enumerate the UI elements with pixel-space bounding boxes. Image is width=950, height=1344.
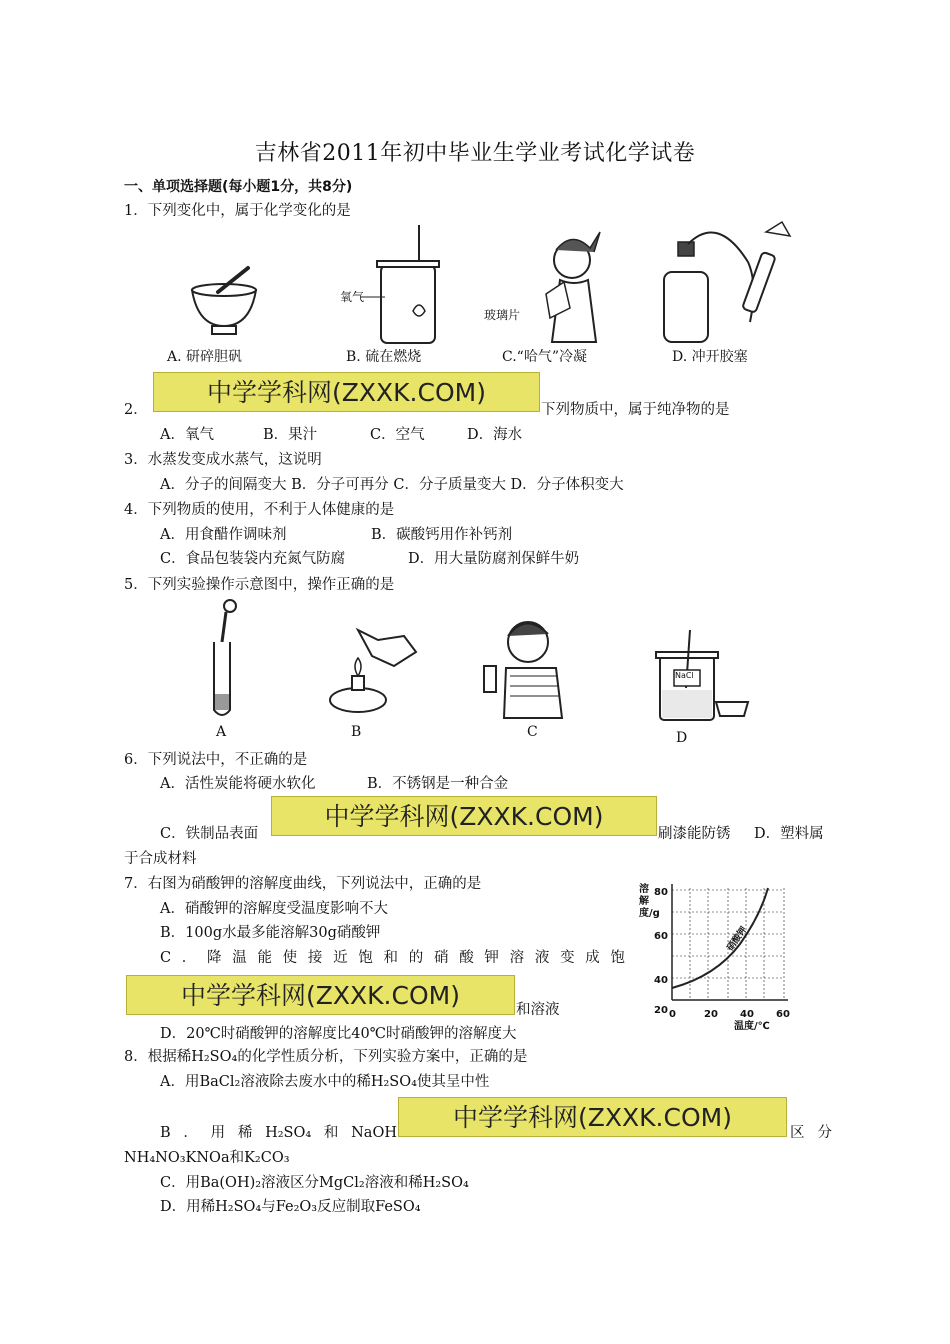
q7-option-b: B．100g水最多能溶解30g硝酸钾 bbox=[160, 925, 381, 941]
graph-y-tick: 80 bbox=[654, 887, 668, 898]
q4-option-b: B．碳酸钙用作补钙剂 bbox=[371, 527, 513, 543]
graph-x-tick: 60 bbox=[776, 1009, 790, 1020]
q7-option-c: C．降温能使接近饱和的硝酸钾溶液变成饱 bbox=[160, 950, 625, 966]
q1-caption-d: D. 冲开胶塞 bbox=[672, 349, 748, 365]
q1-caption-b: B. 硫在燃烧 bbox=[346, 349, 422, 365]
q7-option-a: A．硝酸钾的溶解度受温度影响不大 bbox=[160, 901, 388, 917]
section-heading: 一、单项选择题(每小题1分，共8分) bbox=[124, 179, 353, 195]
graph-x-label: 温度/℃ bbox=[734, 1021, 770, 1032]
q8-option-b-head: B．用稀H₂SO₄和NaOH bbox=[160, 1125, 397, 1141]
q1-caption-c: C.“哈气”冷凝 bbox=[502, 349, 587, 365]
q2-option-a: A．氧气 bbox=[160, 427, 214, 443]
graph-y-label: 溶解度/g bbox=[639, 884, 660, 919]
q2-number: 2． bbox=[124, 402, 148, 418]
boy-smelling-image bbox=[470, 612, 570, 720]
graph-y-tick: 60 bbox=[654, 931, 668, 942]
q4-stem: 4．下列物质的使用，不利于人体健康的是 bbox=[124, 502, 395, 518]
stopper-bottle-image bbox=[658, 222, 798, 352]
q5-caption-d: D bbox=[676, 730, 688, 746]
q4-option-d: D．用大量防腐剂保鲜牛奶 bbox=[408, 551, 580, 567]
q2-option-d: D．海水 bbox=[467, 427, 523, 443]
q6-option-c-head: C．铁制品表面 bbox=[160, 826, 259, 842]
graph-x-tick: 0 bbox=[669, 1009, 676, 1020]
q4-option-a: A．用食醋作调味剂 bbox=[160, 527, 287, 543]
q8-option-c: C．用Ba(OH)₂溶液区分MgCl₂溶液和稀H₂SO₄ bbox=[160, 1175, 469, 1191]
q2-option-b: B．果汁 bbox=[263, 427, 318, 443]
q4-option-c: C．食品包装袋内充氮气防腐 bbox=[160, 551, 346, 567]
q6-option-d: D．塑料属 bbox=[754, 826, 824, 842]
alcohol-lamp-image bbox=[328, 626, 424, 718]
q6-option-a: A．活性炭能将硬水软化 bbox=[160, 776, 316, 792]
q7-option-d: D．20℃时硝酸钾的溶解度比40℃时硝酸钾的溶解度大 bbox=[160, 1026, 517, 1042]
q6-wrap: 于合成材料 bbox=[124, 851, 197, 867]
q2-stem: 下列物质中，属于纯净物的是 bbox=[541, 402, 730, 418]
q5-caption-a: A bbox=[216, 724, 227, 740]
nacl-label: NaCl bbox=[675, 671, 694, 680]
graph-y-tick: 40 bbox=[654, 975, 668, 986]
q7-stem: 7．右图为硝酸钾的溶解度曲线，下列说法中，正确的是 bbox=[124, 876, 482, 892]
q1-caption-a: A. 研碎胆矾 bbox=[167, 349, 243, 365]
q8-stem: 8．根据稀H₂SO₄的化学性质分析，下列实验方案中，正确的是 bbox=[124, 1049, 528, 1065]
q6-option-b: B．不锈钢是一种合金 bbox=[367, 776, 509, 792]
page-title: 吉林省2011年初中毕业生学业考试化学试卷 bbox=[254, 141, 696, 166]
q8-option-d: D．用稀H₂SO₄与Fe₂O₃反应制取FeSO₄ bbox=[160, 1199, 421, 1215]
q7-option-c-tail: 和溶液 bbox=[516, 1002, 560, 1018]
mortar-pestle-image bbox=[188, 262, 260, 342]
girl-breathing-image bbox=[530, 222, 610, 350]
graph-x-tick: 20 bbox=[704, 1009, 718, 1020]
graph-x-tick: 40 bbox=[740, 1009, 754, 1020]
q5-stem: 5．下列实验操作示意图中，操作正确的是 bbox=[124, 577, 395, 593]
q5-caption-c: C bbox=[527, 724, 538, 740]
nacl-jar-image bbox=[656, 626, 756, 722]
q8-option-b-wrap: NH₄NO₃KNOa和K₂CO₃ bbox=[124, 1150, 290, 1166]
q3-options: A．分子的间隔变大 B．分子可再分 C．分子质量变大 D．分子体积变大 bbox=[160, 477, 624, 493]
q6-option-c-tail: 刷漆能防锈 bbox=[658, 826, 731, 842]
watermark-banner: 中学学科网(ZXXK.COM) bbox=[126, 975, 515, 1015]
q2-option-c: C．空气 bbox=[370, 427, 425, 443]
watermark-banner: 中学学科网(ZXXK.COM) bbox=[153, 372, 540, 412]
sulfur-burning-jar-image bbox=[335, 225, 435, 345]
q3-stem: 3．水蒸发变成水蒸气，这说明 bbox=[124, 452, 322, 468]
oxygen-label: 氧气 bbox=[340, 290, 365, 304]
watermark-banner: 中学学科网(ZXXK.COM) bbox=[271, 796, 657, 836]
q6-stem: 6．下列说法中，不正确的是 bbox=[124, 752, 308, 768]
watermark-banner: 中学学科网(ZXXK.COM) bbox=[398, 1097, 787, 1137]
dropper-tube-image bbox=[206, 598, 242, 722]
q8-option-b-tail: 区分 bbox=[790, 1125, 832, 1141]
q1-stem: 1．下列变化中，属于化学变化的是 bbox=[124, 203, 351, 219]
q8-option-a: A．用BaCl₂溶液除去废水中的稀H₂SO₄使其呈中性 bbox=[160, 1074, 490, 1090]
graph-y-tick: 20 bbox=[654, 1005, 668, 1016]
glass-label: 玻璃片 bbox=[484, 308, 521, 322]
q5-caption-b: B bbox=[351, 724, 362, 740]
curve-label: 硝酸钾 bbox=[725, 925, 750, 953]
